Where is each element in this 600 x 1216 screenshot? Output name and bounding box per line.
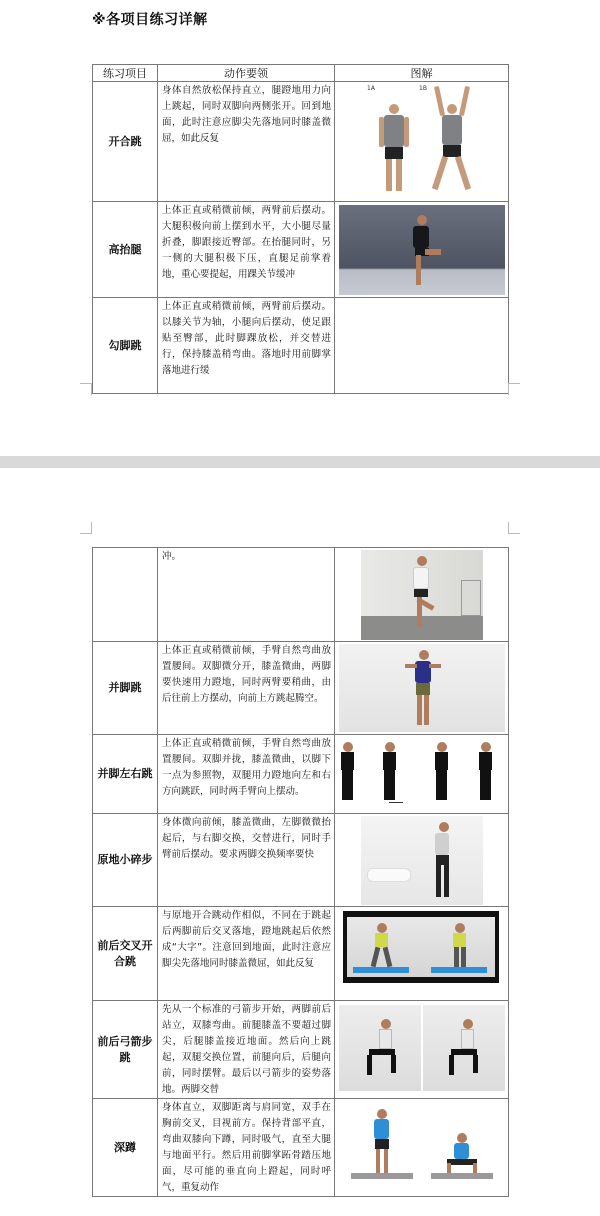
exercise-name: 高抬腿 xyxy=(93,202,158,298)
page-gap xyxy=(0,456,600,468)
table-row xyxy=(93,1099,509,1197)
exercise-name: 原地小碎步 xyxy=(93,814,158,907)
exercise-name: 并脚左右跳 xyxy=(93,735,158,814)
exercise-description: 上体正直或稍微前倾，两臂前后摆动。大腿积极向前上摆到水平，大小腿尽量折叠，脚跟接近臀部。在抬腿同时，另一侧的大腿积极下压，直腿足前掌着地，重心要提起，用踝关节缓冲 xyxy=(158,202,335,298)
exercise-description: 上体正直或稍微前倾，手臂自然弯曲放置腰间。双脚微分开，膝盖微曲，两脚要快速用力蹬地，同时两臂要稍曲，由后往前上方摆动，向前上方跳起腾空。 xyxy=(158,642,335,735)
exercise-name: 前后弓箭步跳 xyxy=(93,1001,158,1099)
header-illustration: 图解 xyxy=(335,65,509,82)
crop-mark xyxy=(80,522,92,534)
exercise-name: 勾脚跳 xyxy=(93,298,158,394)
illustration-cell xyxy=(335,814,509,907)
exercise-name: 并脚跳 xyxy=(93,642,158,735)
jumping-jack-photo xyxy=(363,84,481,198)
exercise-name xyxy=(93,548,158,642)
exercise-name: 深蹲 xyxy=(93,1099,158,1197)
illustration-cell xyxy=(335,1001,509,1099)
exercise-table-page-2 xyxy=(92,547,509,1197)
exercise-description: 身体微向前倾，膝盖微曲，左脚微微抬起后，与右脚交换，交替进行，同时手臂前后摆动。要求两脚交换频率要快 xyxy=(158,814,335,907)
exercise-description: 先从一个标准的弓箭步开始，两脚前后站立，双膝弯曲。前腿膝盖不要超过脚尖，后腿膝盖接近地面。然后向上跳起，双腿交换位置，前腿向后，后腿向前，同时摆臂。最后以弓箭步的姿势落地。两脚交替 xyxy=(158,1001,335,1099)
exercise-name: 开合跳 xyxy=(93,82,158,202)
table-row xyxy=(93,548,509,642)
exercise-description: 身体自然放松保持直立，腿蹬地用力向上跳起，同时双脚向两侧张开。回到地面，此时注意应脚尖先落地同时膝盖微屈，如此反复 xyxy=(158,82,335,202)
illustration-cell xyxy=(335,735,509,814)
quick-steps-photo xyxy=(361,816,483,905)
crop-mark xyxy=(508,383,520,395)
table-row xyxy=(93,1001,509,1099)
section-title: ※各项目练习详解 xyxy=(92,12,208,28)
illustration-cell xyxy=(335,298,509,394)
illustration-cell xyxy=(335,202,509,298)
illustration-cell xyxy=(335,642,509,735)
table-row xyxy=(93,814,509,907)
exercise-description: 上体正直或稍微前倾，手臂自然弯曲放置腰间。双脚并拢，膝盖微曲，以脚下一点为参照物，双腿用力蹬地向左和右方向跳跃，同时两手臂向上摆动。 xyxy=(158,735,335,814)
squat-photo xyxy=(339,1103,505,1189)
cross-jack-photo xyxy=(343,911,499,983)
exercise-table-page-1 xyxy=(92,64,509,394)
high-knees-photo xyxy=(339,205,505,295)
document-page-1 xyxy=(0,0,600,456)
header-method: 动作要领 xyxy=(158,65,335,82)
header-exercise: 练习项目 xyxy=(93,65,158,82)
document-page-2 xyxy=(0,468,600,1216)
exercise-description: 与原地开合跳动作相似，不同在于跳起后两脚前后交叉落地，蹬地跳起后依然成“大字”。注意回到地面，此时注意应脚尖先落地同时膝盖微屈，如此反复 xyxy=(158,907,335,1001)
crop-mark xyxy=(80,383,92,395)
photo-label-1b: 1B xyxy=(419,85,427,92)
side-to-side-jump-photo xyxy=(339,738,505,810)
table-row xyxy=(93,735,509,814)
feet-together-jump-photo xyxy=(339,644,505,732)
illustration-cell xyxy=(335,1099,509,1197)
table-row xyxy=(93,202,509,298)
illustration-cell xyxy=(335,548,509,642)
table-row xyxy=(93,82,509,202)
table-header-row xyxy=(93,65,509,82)
illustration-cell xyxy=(335,907,509,1001)
table-row xyxy=(93,907,509,1001)
exercise-description: 冲。 xyxy=(158,548,335,642)
lunge-jump-photo xyxy=(339,1005,505,1091)
exercise-description: 上体正直或稍微前倾，两臂前后摆动。以膝关节为轴，小腿向后摆动，使足跟贴至臀部，此时脚踝放松，并交替进行，保持膝盖稍弯曲。落地时用前脚掌落地进行缓 xyxy=(158,298,335,394)
illustration-cell xyxy=(335,82,509,202)
exercise-name: 前后交叉开合跳 xyxy=(93,907,158,1001)
butt-kicks-photo xyxy=(361,550,483,640)
exercise-description: 身体直立，双脚距离与肩同宽，双手在胸前交叉，目视前方。保持背部平直，弯曲双膝向下蹲，同时吸气，直至大腿与地面平行。然后用前脚掌跖骨踏压地面，尽可能的垂直向上蹬起，同时呼气，重复动作 xyxy=(158,1099,335,1197)
photo-label-1a: 1A xyxy=(367,85,375,92)
table-row xyxy=(93,298,509,394)
crop-mark xyxy=(508,522,520,534)
table-row xyxy=(93,642,509,735)
